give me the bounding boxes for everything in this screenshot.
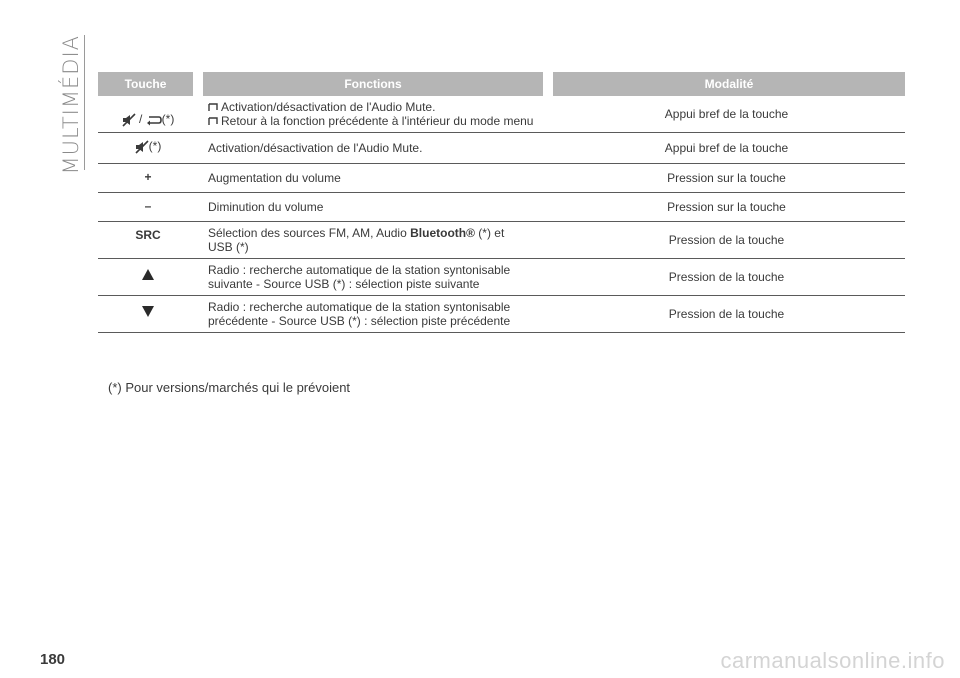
- section-title: [56, 35, 86, 175]
- mute-icon: [135, 140, 149, 154]
- mode-cell: Appui bref de la touche: [548, 133, 905, 164]
- table-row: [98, 296, 905, 333]
- key-cell: SRC: [98, 222, 198, 259]
- key-cell: +: [98, 164, 198, 193]
- section-title-rule: [84, 35, 85, 170]
- table-row: [98, 96, 905, 133]
- functions-cell: Radio : recherche automatique de la station syntonisable précédente - Source USB (*) : sélection piste précédente: [198, 296, 548, 333]
- bullet-icon: [208, 102, 218, 112]
- footnote: (*) Pour versions/marchés qui le prévoient: [108, 380, 351, 395]
- key-cell: [98, 96, 198, 133]
- header-mode: Modalité: [548, 72, 905, 96]
- key-cell: [98, 133, 198, 164]
- header-functions: Fonctions: [198, 72, 548, 96]
- triangle-up-icon: [142, 269, 154, 280]
- table-row: [98, 259, 905, 296]
- section-title-text: MULTIMÉDIA: [59, 35, 83, 175]
- function-line: Activation/désactivation de l'Audio Mute.: [208, 100, 548, 114]
- bullet-icon: [208, 116, 218, 126]
- bluetooth-label: Bluetooth®: [410, 226, 475, 240]
- table-row: [98, 164, 905, 193]
- mode-cell: Pression sur la touche: [548, 193, 905, 222]
- functions-cell: Sélection des sources FM, AM, Audio Bluetooth® (*) et USB (*): [198, 222, 548, 259]
- function-line: Retour à la fonction précédente à l'intérieur du mode menu: [208, 114, 548, 128]
- functions-cell: Activation/désactivation de l'Audio Mute.: [198, 133, 548, 164]
- watermark: carmanualsonline.info: [720, 648, 945, 673]
- key-separator: /: [138, 112, 143, 126]
- functions-cell: [198, 96, 548, 133]
- mode-cell: Pression de la touche: [548, 259, 905, 296]
- mode-cell: Pression sur la touche: [548, 164, 905, 193]
- table-header-row: [98, 72, 905, 96]
- functions-cell: Augmentation du volume: [198, 164, 548, 193]
- mode-cell: Pression de la touche: [548, 296, 905, 333]
- functions-cell: Diminution du volume: [198, 193, 548, 222]
- key-cell: [98, 259, 198, 296]
- table-row: [98, 133, 905, 164]
- key-suffix: (*): [161, 112, 175, 126]
- header-key: Touche: [98, 72, 198, 96]
- back-icon: [146, 114, 162, 126]
- triangle-down-icon: [142, 306, 154, 317]
- controls-table: [98, 72, 905, 333]
- key-suffix: (*): [148, 139, 162, 153]
- page-number: 180: [40, 651, 66, 668]
- key-cell: –: [98, 193, 198, 222]
- table-row: [98, 222, 905, 259]
- mute-icon: [122, 113, 136, 127]
- mode-cell: Pression de la touche: [548, 222, 905, 259]
- table-row: [98, 193, 905, 222]
- mode-cell: Appui bref de la touche: [548, 96, 905, 133]
- functions-cell: Radio : recherche automatique de la station syntonisable suivante - Source USB (*) : sélection piste suivante: [198, 259, 548, 296]
- key-cell: [98, 296, 198, 333]
